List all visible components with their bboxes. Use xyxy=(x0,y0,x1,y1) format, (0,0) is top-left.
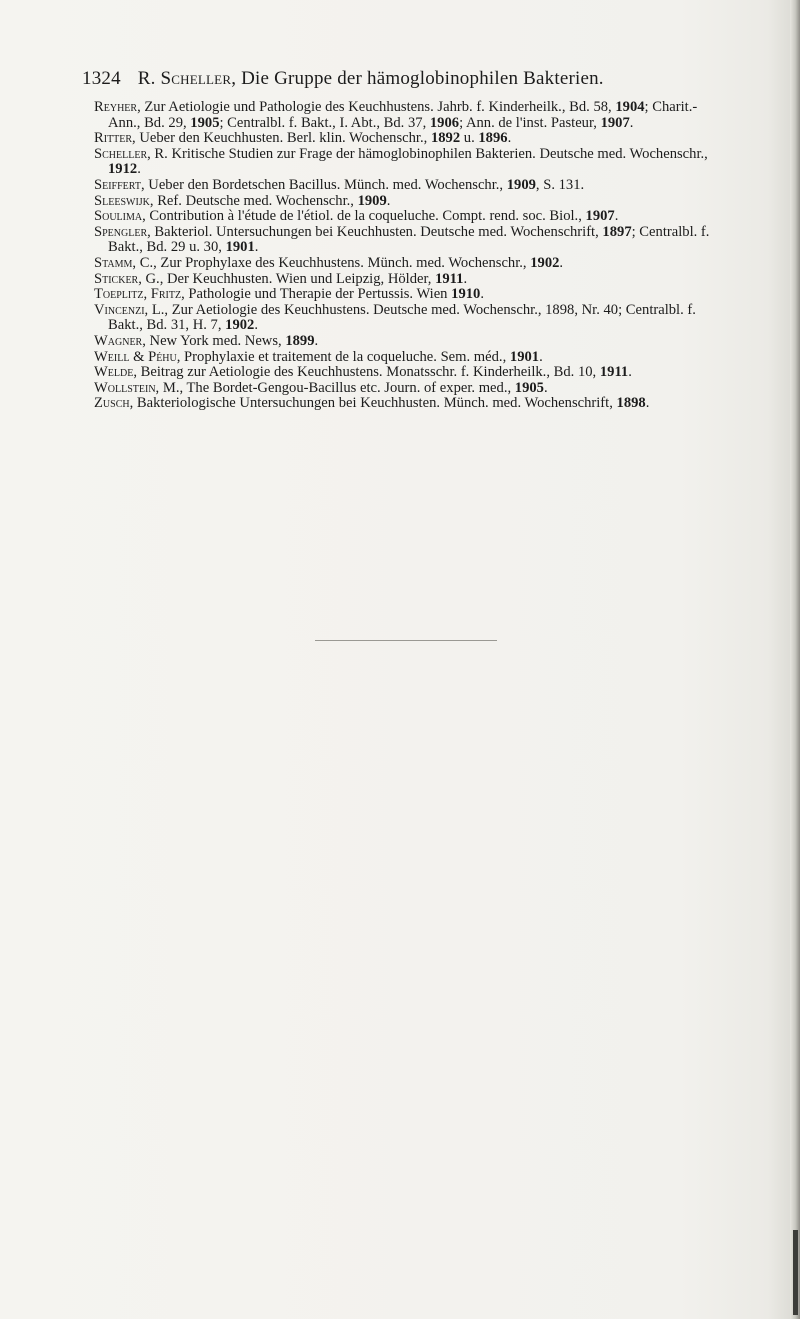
reference-text: ; Centralbl. f. Bakt., I. Abt., Bd. 37, xyxy=(219,114,430,131)
reference-text: Bakteriologische Untersuchungen bei Keuchhusten. Münch. med. Wochenschrift, xyxy=(133,395,617,412)
reference-year: 1905 xyxy=(190,114,220,131)
reference-author: Welde, xyxy=(94,364,137,381)
reference-author: Wagner, xyxy=(94,332,146,349)
reference-year: 1892 xyxy=(430,130,461,147)
reference-text: . xyxy=(254,239,259,256)
reference-author: Seiffert, xyxy=(94,176,145,193)
reference-entry xyxy=(94,131,724,147)
reference-text: Contribution à l'étude de l'étiol. de la coqueluche. Compt. rend. soc. Biol., xyxy=(145,208,586,225)
reference-author: Stamm, C., xyxy=(94,254,157,271)
reference-text: Ueber den Bordetschen Bacillus. Münch. med. Wochenschr., xyxy=(144,176,507,193)
reference-text: . xyxy=(386,192,391,209)
reference-entry xyxy=(94,396,724,412)
reference-text: . xyxy=(614,208,619,225)
reference-year: 1909 xyxy=(357,192,387,209)
reference-author: Wollstein, M., xyxy=(94,379,184,396)
reference-text: Kritische Studien zur Frage der hämoglobinophilen Bakterien. Deutsche med. Wochenschr., xyxy=(167,145,708,162)
header-author: R. Scheller xyxy=(137,68,232,89)
reference-author: Scheller, R. xyxy=(94,145,168,162)
reference-text: ; Centralbl. f. Bakt., Bd. 29 u. 30, xyxy=(108,223,710,256)
reference-text: Ueber den Keuchhusten. Berl. klin. Wochenschr., xyxy=(135,130,431,147)
reference-text: Zur Aetiologie und Pathologie des Keuchhustens. Jahrb. f. Kinderheilk., Bd. 58, xyxy=(140,99,616,115)
reference-author: Zusch, xyxy=(94,395,134,412)
reference-entry xyxy=(94,225,724,256)
reference-entry xyxy=(94,303,724,334)
reference-year: 1907 xyxy=(585,208,615,225)
reference-text: . xyxy=(539,348,543,365)
reference-year: 1909 xyxy=(506,176,536,193)
reference-author: Reyher, xyxy=(94,99,141,115)
reference-text: . xyxy=(629,114,634,131)
reference-text: ; Charit.-Ann., Bd. 29, xyxy=(108,99,698,131)
reference-entry xyxy=(94,178,724,194)
reference-text: Der Keuchhusten. Wien und Leipzig, Hölder, xyxy=(163,270,436,287)
reference-text: Bakteriol. Untersuchungen bei Keuchhusten. Deutsche med. Wochenschrift, xyxy=(150,223,603,240)
reference-entry xyxy=(94,147,724,178)
reference-text: . xyxy=(559,254,564,271)
reference-author: Weill & Péhu, xyxy=(94,348,181,365)
reference-text: u. xyxy=(460,130,479,147)
reference-author: Toeplitz, Fritz, xyxy=(94,286,185,303)
reference-year: 1905 xyxy=(514,379,544,396)
header-title: Die Gruppe der hämoglobinophilen Bakterien. xyxy=(241,68,604,89)
reference-author: Vincenzi, L., xyxy=(94,301,169,318)
reference-text: , S. 131. xyxy=(535,176,585,193)
reference-entry xyxy=(94,100,724,131)
reference-year: 1902 xyxy=(225,317,255,334)
reference-author: Spengler, xyxy=(94,223,151,240)
reference-author: Sleeswijk, xyxy=(94,192,154,209)
reference-text: Zur Aetiologie des Keuchhustens. Deutsche med. Wochenschr., 1898, Nr. 40; Centralbl. f. Bakt., Bd. 31, H. 7, xyxy=(108,301,696,334)
reference-entry xyxy=(94,365,724,381)
reference-text: Prophylaxie et traitement de la coqueluche. Sem. méd., xyxy=(180,348,510,365)
reference-year: 1901 xyxy=(225,239,255,256)
reference-text: The Bordet-Gengou-Bacillus etc. Journ. of exper. med., xyxy=(183,379,515,396)
reference-entry xyxy=(94,334,724,350)
reference-year: 1901 xyxy=(509,348,540,365)
reference-author: Soulima, xyxy=(94,208,146,225)
running-header xyxy=(82,68,782,90)
reference-text: . xyxy=(463,270,468,287)
reference-text: . xyxy=(137,161,141,178)
reference-text: . xyxy=(314,332,319,349)
reference-entry xyxy=(94,194,724,210)
reference-text: . xyxy=(645,395,650,412)
reference-text: . xyxy=(254,317,258,334)
reference-year: 1897 xyxy=(602,223,632,240)
reference-year: 1899 xyxy=(285,332,315,349)
reference-entry xyxy=(94,209,724,225)
reference-text: Ref. Deutsche med. Wochenschr., xyxy=(153,192,358,209)
reference-year: 1902 xyxy=(530,254,560,271)
reference-entry xyxy=(94,381,724,397)
binding-mark xyxy=(793,1230,798,1315)
reference-entry xyxy=(94,256,724,272)
closing-rule xyxy=(315,640,497,641)
reference-entry xyxy=(94,287,724,303)
reference-year: 1911 xyxy=(435,270,464,287)
reference-entry xyxy=(94,350,724,366)
reference-year: 1910 xyxy=(451,286,481,303)
reference-text: Beitrag zur Aetiologie des Keuchhustens. Monatsschr. f. Kinderheilk., Bd. 10, xyxy=(136,364,600,381)
page-number: 1324 xyxy=(82,68,121,89)
reference-text: Zur Prophylaxe des Keuchhustens. Münch. med. Wochenschr., xyxy=(156,254,531,271)
reference-year: 1912 xyxy=(108,161,138,178)
reference-entry xyxy=(94,272,724,288)
reference-text: . xyxy=(480,286,484,303)
header-separator: , xyxy=(231,68,242,89)
reference-author: Ritter, xyxy=(94,130,136,147)
reference-text: . xyxy=(628,364,632,381)
reference-year: 1911 xyxy=(599,364,629,381)
reference-year: 1906 xyxy=(429,114,460,131)
reference-year: 1907 xyxy=(600,114,630,131)
reference-list xyxy=(94,100,724,412)
reference-text: ; Ann. de l'inst. Pasteur, xyxy=(459,114,601,131)
reference-year: 1904 xyxy=(615,99,645,115)
reference-author: Sticker, G., xyxy=(94,270,164,287)
reference-year: 1896 xyxy=(478,130,508,147)
page-edge-shadow xyxy=(790,0,800,1319)
reference-text: Pathologie und Therapie der Pertussis. Wien xyxy=(184,286,452,303)
reference-text: . xyxy=(507,130,512,147)
reference-text: New York med. News, xyxy=(145,332,286,349)
reference-text: . xyxy=(543,379,548,396)
reference-year: 1898 xyxy=(616,395,646,412)
